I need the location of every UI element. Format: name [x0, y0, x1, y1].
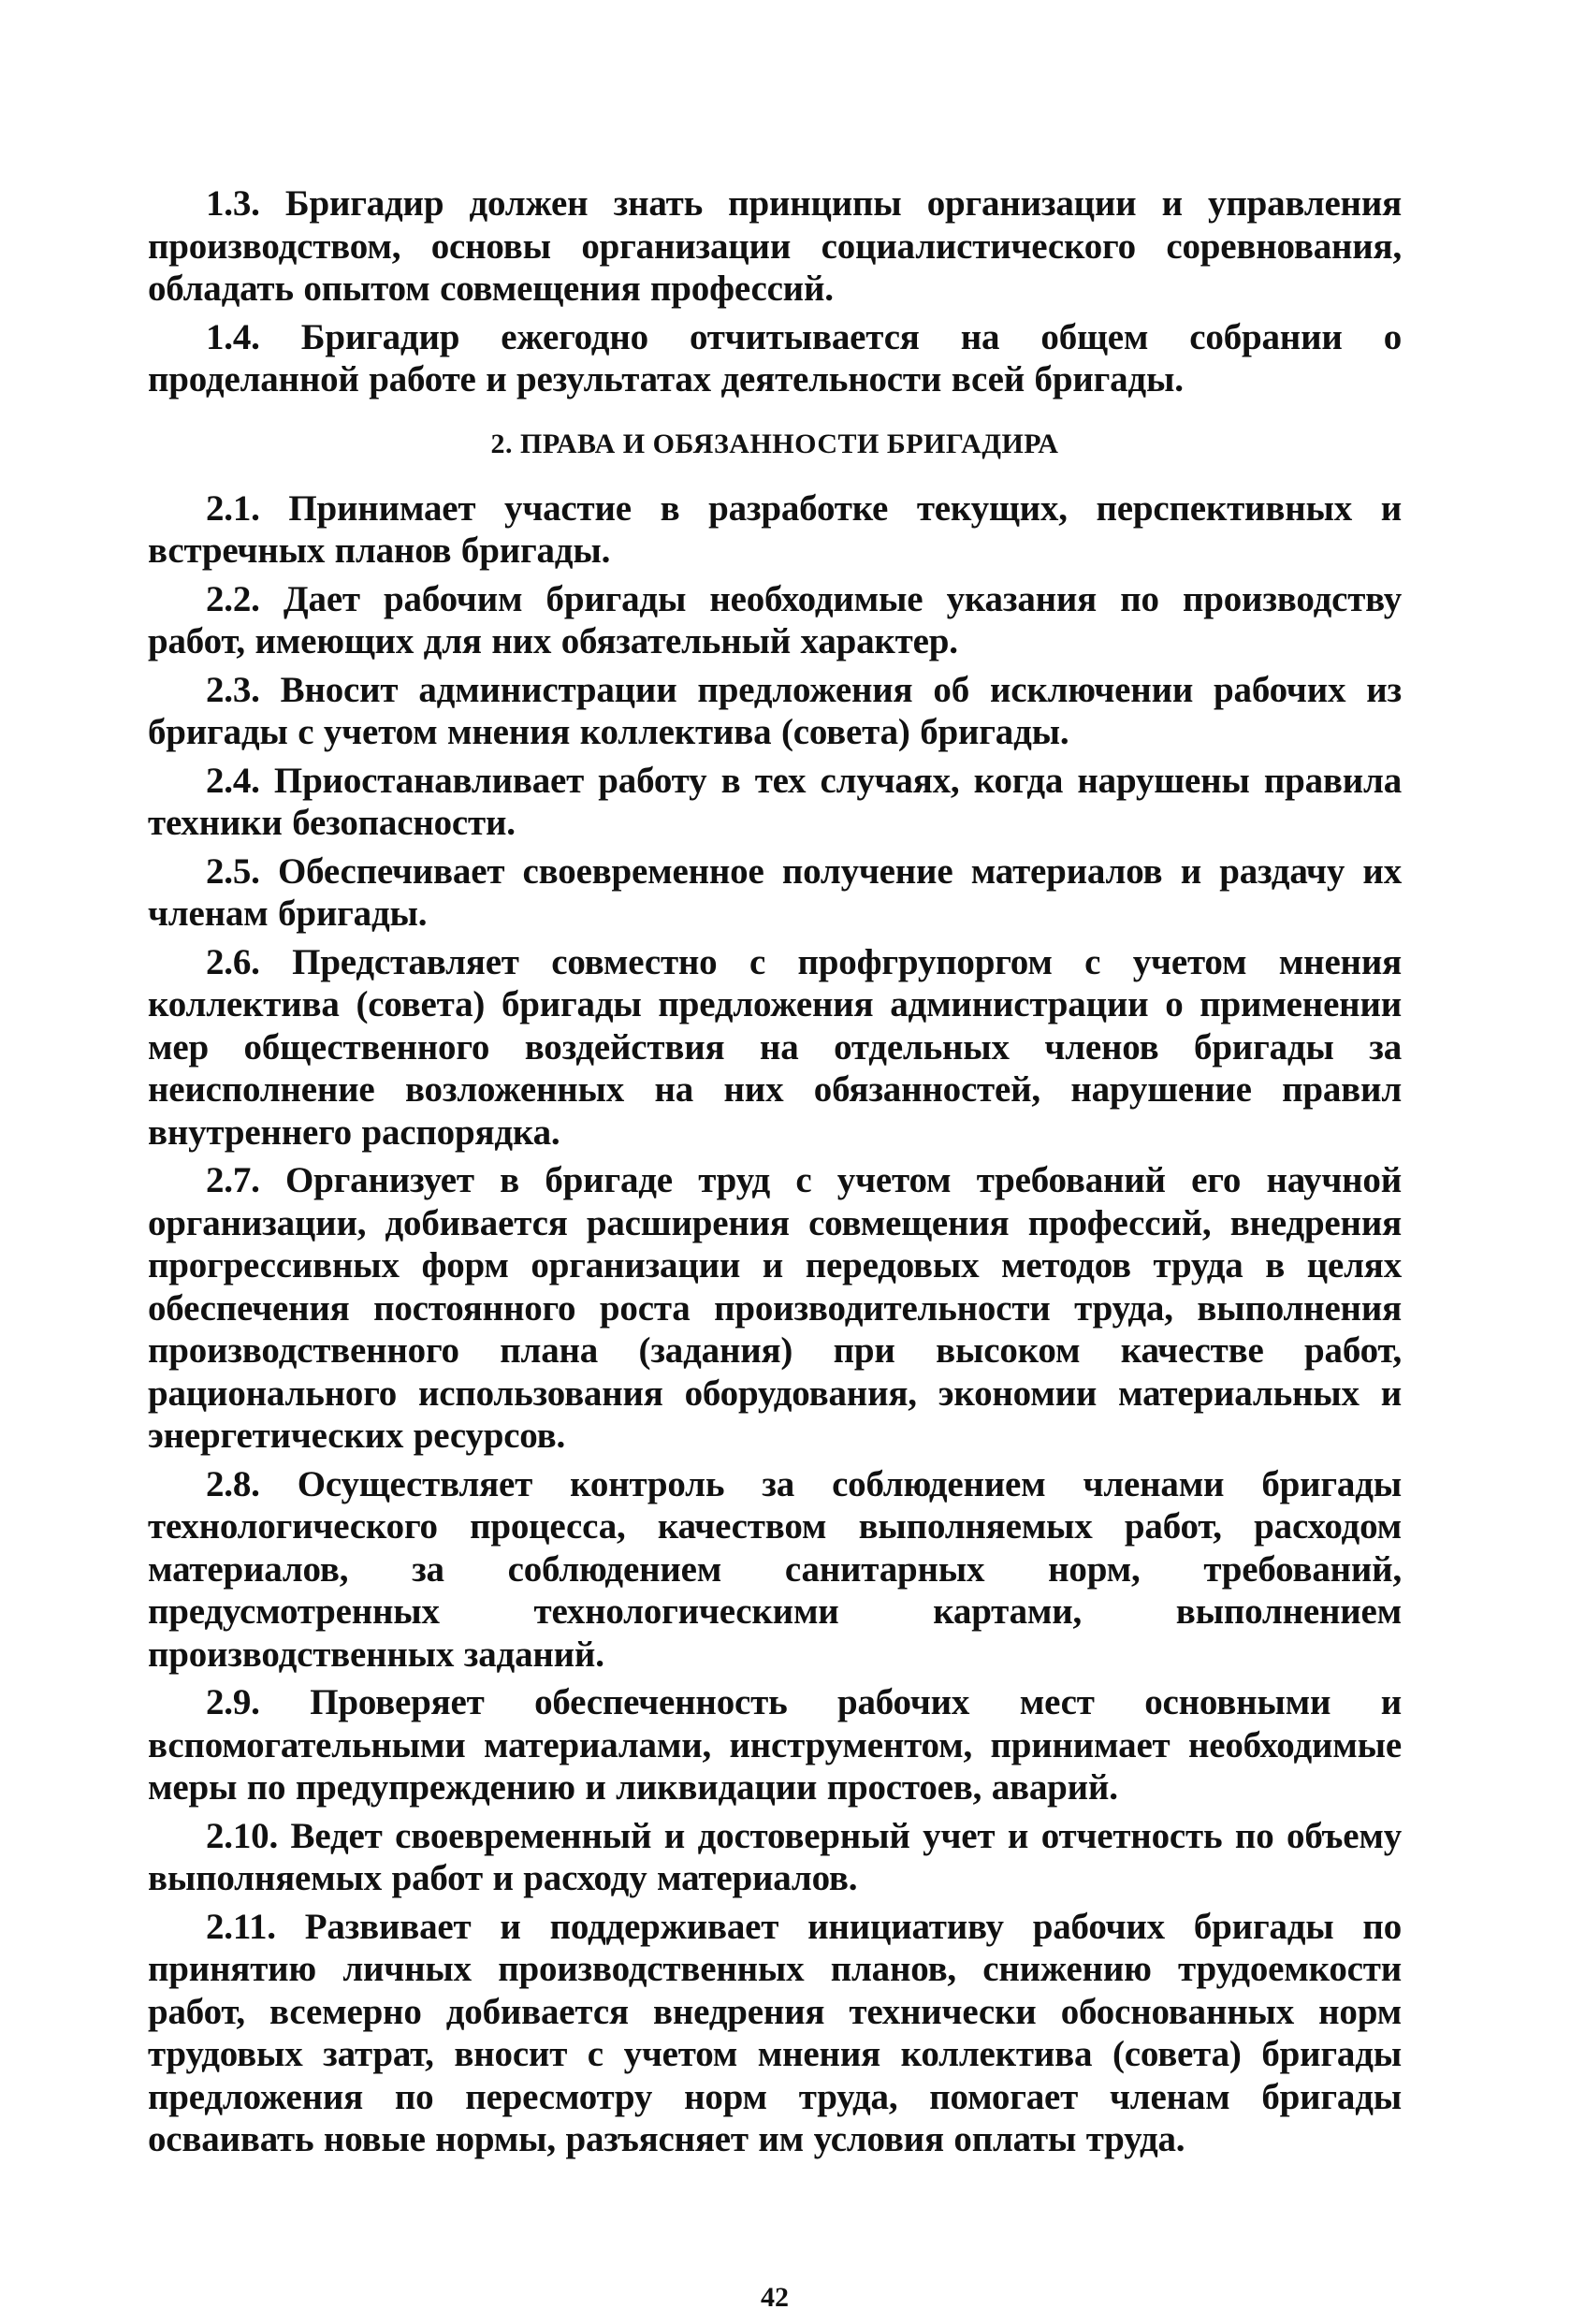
paragraph-2-7: 2.7. Организует в бригаде труд с учетом требований его научной организации, добивается расширения совмещения профессий, внедрения прогрессивных форм организации и передовых методов труда в целях обеспечения постоянного роста производительности труда, выполнения производственного плана (задания) при высоком качестве работ, рационального использования оборудования, экономии материальных и энергетических ресурсов.	[148, 1160, 1402, 1456]
paragraph-2-3: 2.3. Вносит администрации предложения об исключении рабочих из бригады с учетом мнения коллектива (совета) бригады.	[148, 669, 1402, 752]
paragraph-2-1: 2.1. Принимает участие в разработке текущих, перспективных и встречных планов бригады.	[148, 487, 1402, 571]
paragraph-2-8: 2.8. Осуществляет контроль за соблюдением членами бригады технологического процесса, качеством выполняемых работ, расходом материалов, за соблюдением санитарных норм, требований, предусмотренных технологическими картами, выполнением производственных заданий.	[148, 1463, 1402, 1675]
paragraph-1-4: 1.4. Бригадир ежегодно отчитывается на общем собрании о проделанной работе и результатах деятельности всей бригады.	[148, 316, 1402, 399]
document-page	[148, 182, 1402, 2313]
paragraph-2-9: 2.9. Проверяет обеспеченность рабочих мест основными и вспомогательными материалами, инструментом, принимает необходимые меры по предупреждению и ликвидации простоев, аварий.	[148, 1682, 1402, 1808]
paragraph-2-5: 2.5. Обеспечивает своевременное получение материалов и раздачу их членам бригады.	[148, 850, 1402, 934]
paragraph-2-2: 2.2. Дает рабочим бригады необходимые указания по производству работ, имеющих для них обязательный характер.	[148, 578, 1402, 661]
paragraph-2-6: 2.6. Представляет совместно с профгрупоргом с учетом мнения коллектива (совета) бригады предложения администрации о применении мер общественного воздействия на отдельных членов бригады за неисполнение возложенных на них обязанностей, нарушение правил внутреннего распорядка.	[148, 941, 1402, 1153]
section-heading: 2. ПРАВА И ОБЯЗАННОСТИ БРИГАДИРА	[490, 428, 1059, 459]
paragraph-2-4: 2.4. Приостанавливает работу в тех случаях, когда нарушены правила техники безопасности.	[148, 760, 1402, 843]
page-number: 42	[761, 2282, 789, 2313]
paragraph-2-10: 2.10. Ведет своевременный и достоверный учет и отчетность по объему выполняемых работ и расходу материалов.	[148, 1815, 1402, 1898]
paragraph-2-11: 2.11. Развивает и поддерживает инициативу рабочих бригады по принятию личных производственных планов, снижению трудоемкости работ, всемерно добивается внедрения технически обоснованных норм трудовых затрат, вносит с учетом мнения коллектива (совета) бригады предложения по пересмотру норм труда, помогает членам бригады осваивать новые нормы, разъясняет им условия оплаты труда.	[148, 1906, 1402, 2159]
paragraph-1-3: 1.3. Бригадир должен знать принципы организации и управления производством, основы организации социалистического соревнования, обладать опытом совмещения профессий.	[148, 183, 1402, 309]
